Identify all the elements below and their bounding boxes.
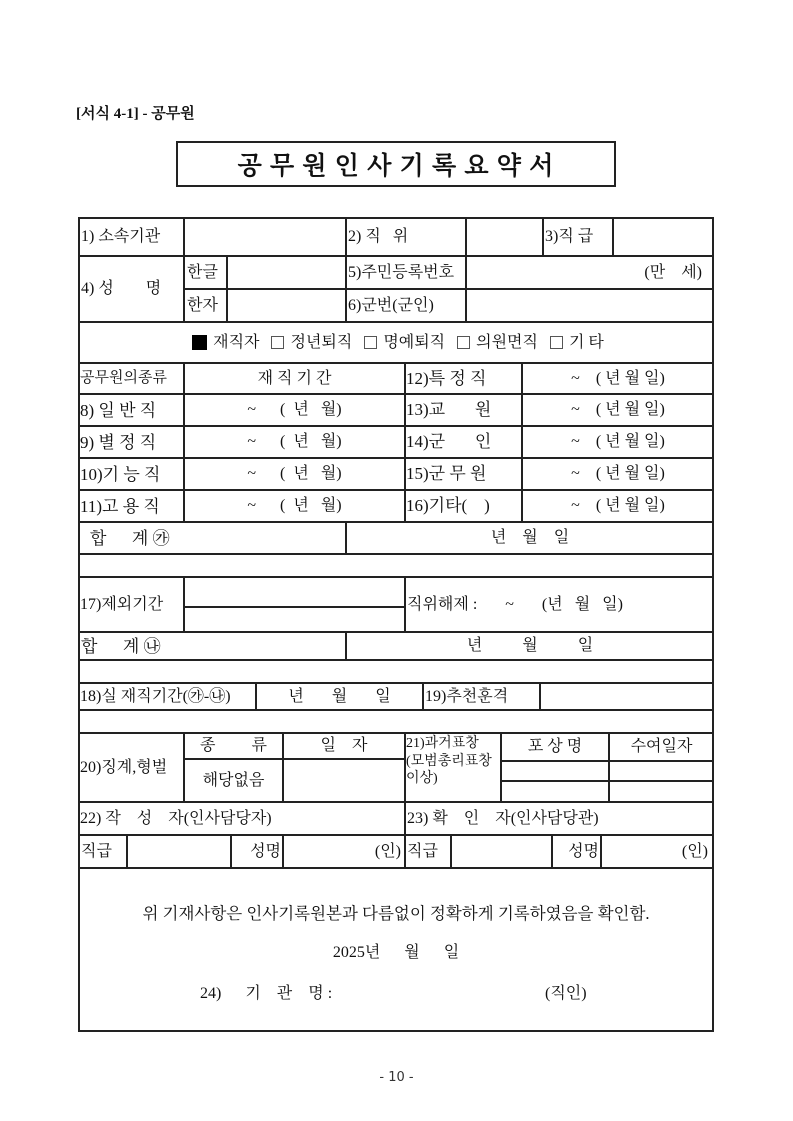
status-option-label: 기 타 xyxy=(568,333,604,351)
vertical-rule xyxy=(404,802,406,868)
checkbox-icon[interactable] xyxy=(271,336,284,349)
vertical-rule xyxy=(404,577,406,632)
document-title: 공 무 원 인 사 기 록 요 약 서 xyxy=(176,141,616,187)
service-type-label: 8) 일 반 직 xyxy=(80,400,157,420)
vertical-rule xyxy=(183,577,185,632)
affiliation-label: 1) 소속기관 xyxy=(81,227,161,245)
vertical-rule xyxy=(345,217,347,256)
suspension-label: 직위해제 : ~ (년 월 일) xyxy=(407,595,623,613)
checkbox-icon[interactable] xyxy=(457,336,470,349)
age-label: (만 세) xyxy=(644,263,702,281)
grade-label: 3)직 급 xyxy=(545,227,594,245)
status-option[interactable] xyxy=(184,335,259,351)
status-option-label: 의원면직 xyxy=(476,333,538,351)
service-period-value: ~ ( 년 월 일) xyxy=(571,464,665,482)
total-a-value: 년 월 일 xyxy=(490,529,570,546)
vertical-rule xyxy=(542,217,544,256)
service-type-label: 14)군 인 xyxy=(406,432,492,451)
total-b-label: 합 계 ㉯ xyxy=(81,636,161,656)
discipline-kind-header: 종 류 xyxy=(200,737,267,754)
status-option-label: 명예퇴직 xyxy=(383,333,446,351)
form-number-label: [서식 4-1] - 공무원 xyxy=(76,105,195,122)
total-b-value: 년 월 일 xyxy=(466,637,594,654)
service-type-label: 16)기타( ) xyxy=(406,496,490,515)
status-option-label: 재직자 xyxy=(213,333,260,351)
actual-service-value: 년 월 일 xyxy=(288,687,391,705)
service-period-header: 재 직 기 간 xyxy=(257,369,332,387)
service-period-value: ~ ( 년 월) xyxy=(247,401,342,418)
service-period-value: ~ ( 년 월 일) xyxy=(571,496,665,514)
horizontal-rule xyxy=(184,606,405,608)
confirmation-statement: 위 기재사항은 인사기록원본과 다름없이 정확하게 기록하였음을 확인함. xyxy=(142,903,650,923)
confirmer-seal: (인) xyxy=(681,842,708,860)
recommended-decoration-label: 19)추천훈격 xyxy=(425,687,509,705)
vertical-rule xyxy=(450,835,452,868)
total-a-label: 합 계 ㉮ xyxy=(90,528,170,548)
award-date-header: 수여일자 xyxy=(630,738,693,755)
service-period-value: ~ ( 년 월 일) xyxy=(571,369,665,387)
discipline-date-header: 일 자 xyxy=(320,737,368,754)
writer-name-label: 성명 xyxy=(250,842,281,860)
checkbox-icon[interactable] xyxy=(550,336,563,349)
vertical-rule xyxy=(226,256,228,322)
hanja-label: 한자 xyxy=(187,296,218,314)
service-type-label: 12)특 정 직 xyxy=(406,369,487,388)
status-option[interactable] xyxy=(449,335,538,351)
status-option[interactable] xyxy=(542,335,604,351)
official-seal-label: (직인) xyxy=(545,985,587,1002)
service-type-label: 13)교 원 xyxy=(406,400,492,419)
civil-servant-type-header: 공무원의종류 xyxy=(80,370,167,386)
service-type-label: 10)기 능 직 xyxy=(80,464,161,484)
vertical-rule xyxy=(612,217,614,256)
page-number: - 10 - xyxy=(379,1069,414,1085)
checkbox-icon[interactable] xyxy=(364,336,377,349)
writer-label: 22) 작 성 자(인사담당자) xyxy=(80,809,272,827)
employment-status-options xyxy=(80,322,712,363)
vertical-rule xyxy=(539,683,541,710)
writer-rank-label: 직급 xyxy=(81,842,112,860)
service-period-value: ~ ( 년 월 일) xyxy=(571,400,665,418)
confirmer-name-label: 성명 xyxy=(568,842,599,860)
status-option-label: 정년퇴직 xyxy=(290,333,353,351)
confirmation-date: 2025년 월 일 xyxy=(332,944,460,961)
service-type-label: 15)군 무 원 xyxy=(406,464,487,483)
service-period-value: ~ ( 년 월) xyxy=(247,497,342,514)
agency-name-label: 24) 기 관 명 : xyxy=(200,985,333,1002)
rrn-label: 5)주민등록번호 xyxy=(348,263,455,281)
status-option[interactable] xyxy=(263,335,352,351)
service-period-value: ~ ( 년 월) xyxy=(247,433,342,450)
writer-seal: (인) xyxy=(374,842,401,860)
status-option[interactable] xyxy=(356,335,445,351)
actual-service-label: 18)실 재직기간(㉮-㉯) xyxy=(80,687,231,705)
service-type-label: 9) 별 정 직 xyxy=(80,432,157,452)
service-period-value: ~ ( 년 월) xyxy=(247,465,342,482)
service-type-label: 11)고 용 직 xyxy=(80,496,160,516)
military-number-label: 6)군번(군인) xyxy=(348,296,434,314)
vertical-rule xyxy=(345,256,347,322)
service-period-value: ~ ( 년 월 일) xyxy=(571,432,665,450)
excluded-period-label: 17)제외기간 xyxy=(80,595,164,613)
checked-checkbox-icon[interactable] xyxy=(192,335,207,350)
award-name-header: 포 상 명 xyxy=(527,738,583,755)
confirmer-label: 23) 확 인 자(인사담당관) xyxy=(407,809,599,827)
discipline-kind-value: 해당없음 xyxy=(202,771,265,789)
position-label: 2) 직 위 xyxy=(348,227,409,245)
vertical-rule xyxy=(183,256,185,322)
past-awards-label: 21)과거표창 (모범총리표창 이상) xyxy=(406,736,492,786)
hangul-label: 한글 xyxy=(187,263,218,281)
vertical-rule xyxy=(465,256,467,322)
vertical-rule xyxy=(183,217,185,256)
confirmer-rank-label: 직급 xyxy=(407,842,438,860)
vertical-rule xyxy=(465,217,467,256)
discipline-label: 20)징계,형벌 xyxy=(80,758,168,776)
vertical-rule xyxy=(126,835,128,868)
name-label: 4) 성 명 xyxy=(81,280,162,297)
